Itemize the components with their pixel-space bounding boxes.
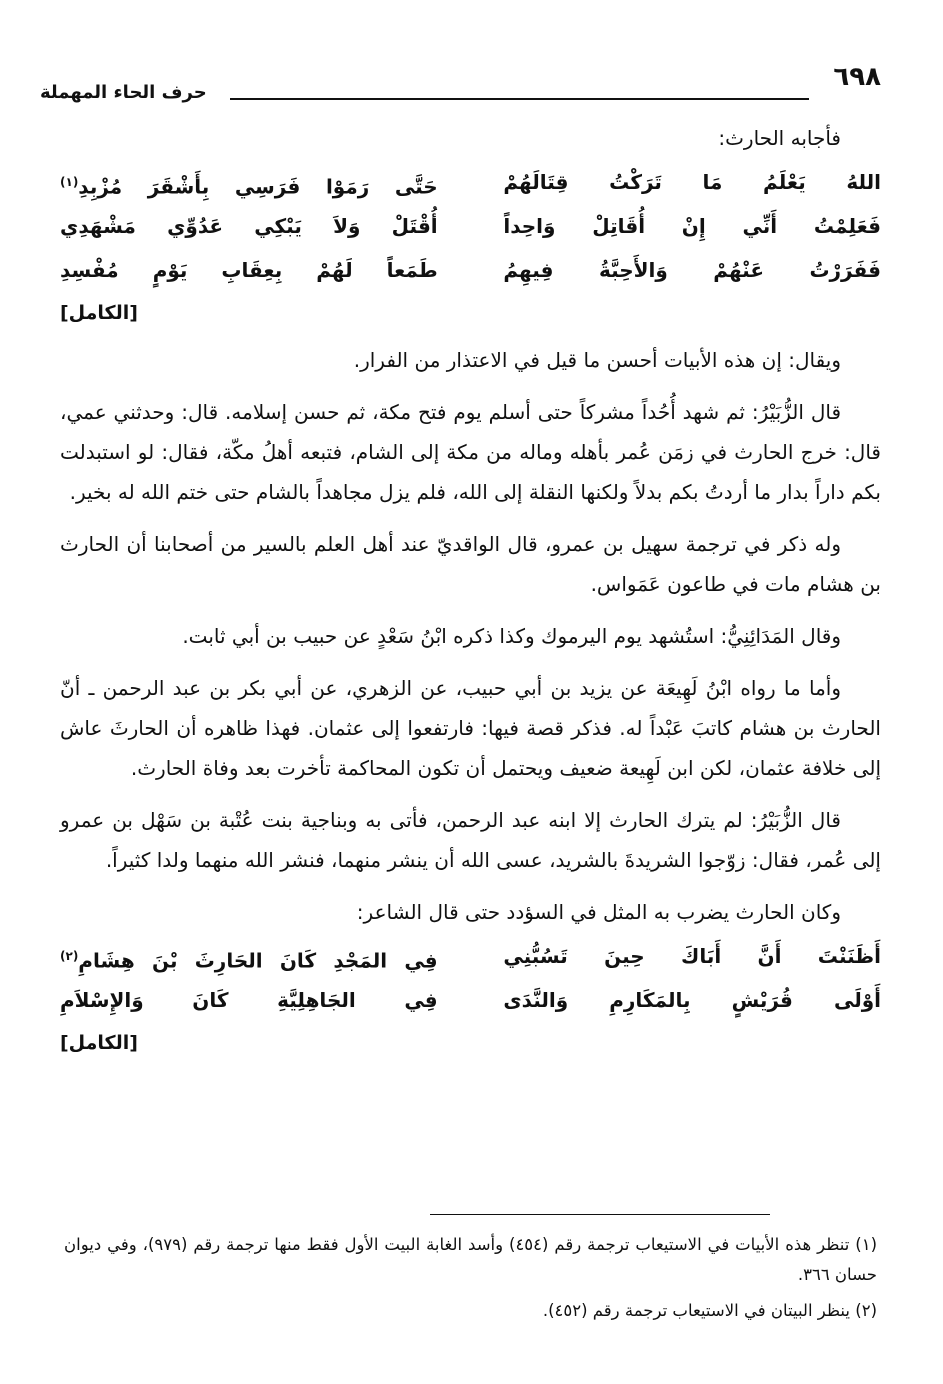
verse-first-half: اللهُ يَعْلَمُ مَا تَرَكْتُ قِتَالَهُمْ [503, 170, 881, 194]
paragraph: ويقال: إن هذه الأبيات أحسن ما قيل في الاعتذار من الفرار. [353, 348, 841, 372]
poem-meter: [الكامل] [60, 1032, 138, 1054]
verse [60, 162, 881, 206]
header-rule [230, 98, 809, 100]
poem-1 [60, 162, 881, 332]
paragraph: وله ذكر في ترجمة سهيل بن عمرو، قال الواقديّ عند أهل العلم بالسير من أصحابنا أن الحارث بن هشام مات في طاعون عَمَواس. [60, 532, 881, 596]
verse [60, 250, 881, 294]
verse-second-half-text: حَتَّى رَمَوْا فَرَسِي بِأَشْقَرَ مُزْبِدِ [78, 174, 438, 199]
page-number: ٦٩٨ [833, 62, 881, 92]
paragraph: وأما ما رواه ابْنُ لَهِيعَة عن يزيد بن أبي حبيب، عن الزهري، عن أبي بكر بن عبد الرحمن ـ أنّ الحارث بن هشام كاتبَ عَبْداً له. فذكر قصة فيها: فارتفعوا إلى عثمان. فهذا ظاهره أن الحارثَ عاش إلى خلافة عثمان، لكن ابن لَهِيعة ضعيف ويحتمل أن تكون المحاكمة تأخرت بعد وفاة الحارث. [60, 676, 881, 780]
page-header [40, 62, 881, 108]
verse [60, 980, 881, 1024]
footnotes [64, 1230, 877, 1332]
verse-second-half-text: فِي المَجْدِ كَانَ الحَارِثَ بْنَ هِشَامِ [78, 948, 438, 973]
paragraph: وقال المَدَائِنِيُّ: استُشهد يوم اليرموك وكذا ذكره ابْنُ سَعْدٍ عن حبيب بن أبي ثابت. [182, 624, 841, 648]
footnote-rule [430, 1214, 770, 1215]
verse-second-half: أُقْتَلْ وَلاَ يَبْكِي عَدُوِّي مَشْهَدِي [60, 214, 438, 238]
verse [60, 936, 881, 980]
verse-second-half [60, 162, 438, 206]
verse [60, 206, 881, 250]
footnote-marker: (٢) [60, 949, 79, 963]
intro-line-1: فأجابه الحارث: [718, 126, 841, 150]
poem-2 [60, 936, 881, 1062]
verse-second-half [60, 936, 438, 980]
verse-first-half: أَوْلَى قُرَيْشٍ بِالمَكَارِمِ وَالنَّدَى [503, 988, 881, 1012]
footnote: (١) تنظر هذه الأبيات في الاستيعاب ترجمة رقم (٤٥٤) وأسد الغابة البيت الأول فقط منها ترجمة رقم (٩٧٩)، وفي ديوان حسان ٣٦٦. [64, 1235, 878, 1284]
verse-first-half: أَظَنَنْتَ أَنَّ أَبَاكَ حِينَ تَسُبُّنِي [503, 944, 881, 968]
verse-first-half: فَفَرَرْتُ عَنْهُمْ وَالأَحِبَّةُ فِيهِمُ [503, 258, 881, 282]
paragraph: قال الزُّبَيْرُ: ثم شهد أُحُداً مشركاً حتى أسلم يوم فتح مكة، ثم حسن إسلامه. قال: وحدثني عمي، قال: خرج الحارث في زمَن عُمر بأهله وماله من مكة إلى الشام، فتبعه أهلُ مكّة، فقال: لو استبدلت بكم داراً بدار ما أردتُ بكم بدلاً ولكنها النقلة إلى الله، فلم يزل مجاهداً بالشام حتى ختم الله له بخير. [60, 400, 881, 504]
verse-second-half: طَمَعاً لَهُمْ بِعِقَابِ يَوْمٍ مُفْسِدِ [60, 258, 438, 282]
intro-line-2: وكان الحارث يضرب به المثل في السؤدد حتى قال الشاعر: [356, 900, 841, 924]
main-text [60, 118, 881, 1062]
poem-meter: [الكامل] [60, 302, 138, 324]
running-title: حرف الحاء المهملة [40, 82, 207, 103]
footnote-marker: (١) [60, 175, 79, 189]
paragraph: قال الزُّبَيْرُ: لم يترك الحارث إلا ابنه عبد الرحمن، فأتى به وبناجية بنت عُتْبة بن سَهْل بن عمرو إلى عُمر، فقال: زوّجوا الشريدةَ بالشريد، عسى الله أن ينشر منهما، فنشر الله منهما ولدا كثيراً. [60, 808, 881, 872]
verse-second-half: فِي الجَاهِلِيَّةِ كَانَ وَالإِسْلاَمِ [60, 988, 438, 1012]
verse-first-half: فَعَلِمْتُ أَنِّي إِنْ أُقَاتِلْ وَاحِداً [503, 214, 881, 238]
footnote: (٢) ينظر البيتان في الاستيعاب ترجمة رقم (٤٥٢). [542, 1301, 877, 1320]
